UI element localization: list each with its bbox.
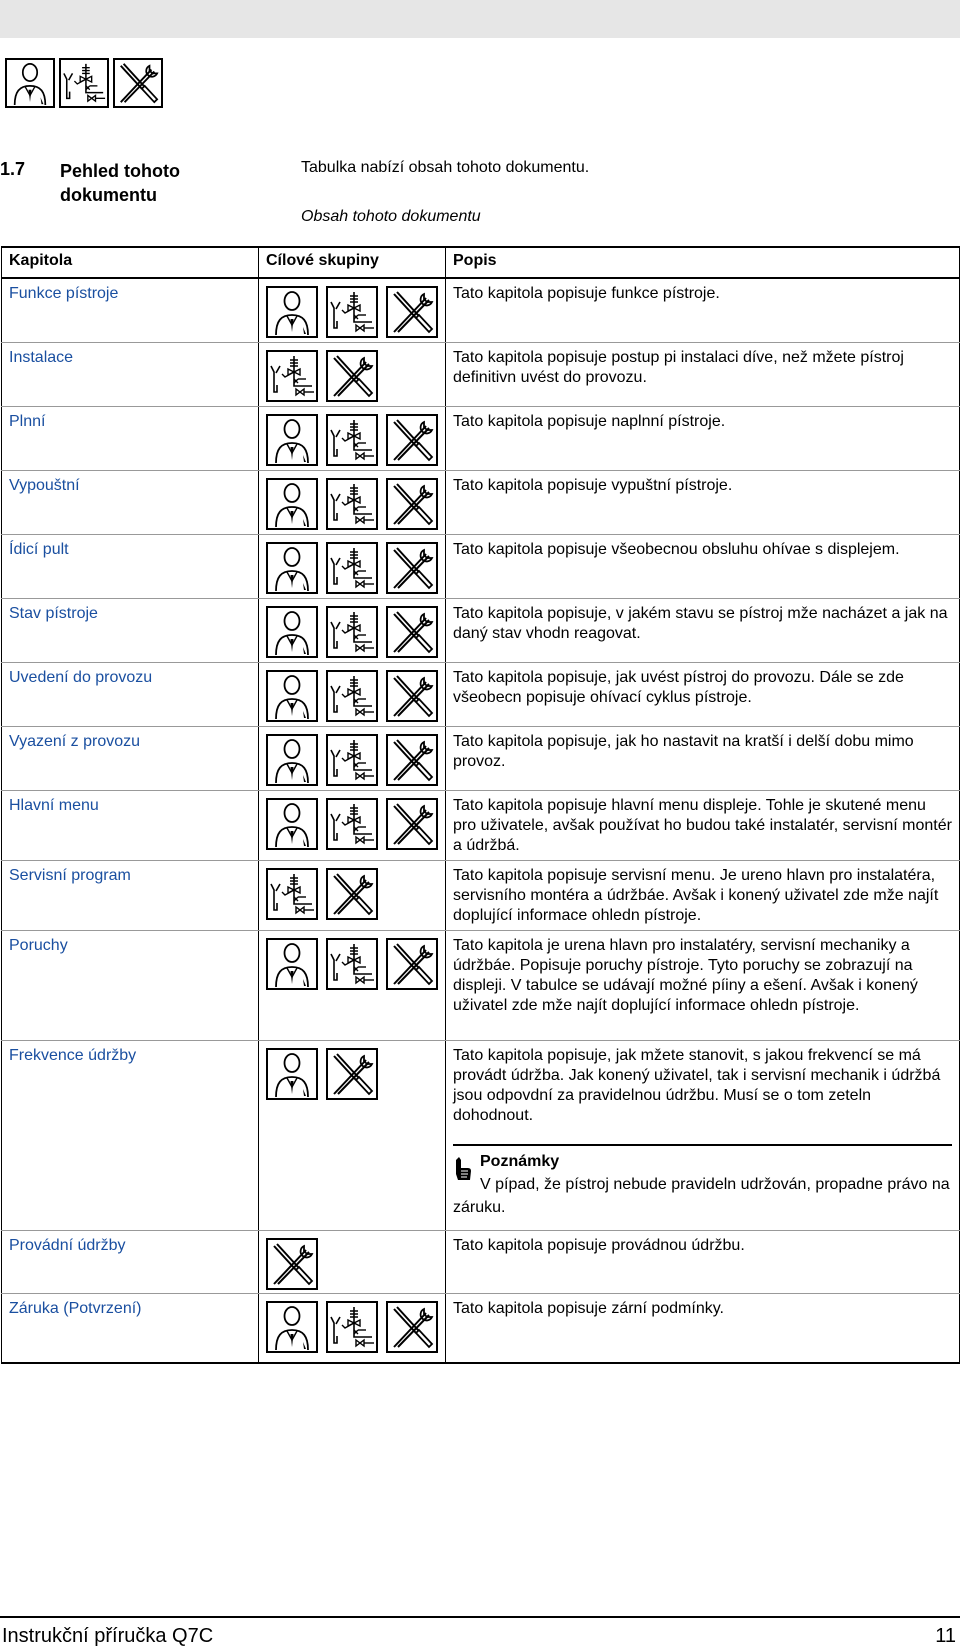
installer-icon bbox=[326, 1301, 378, 1353]
chapter-description: Tato kapitola popisuje všeobecnou obsluhu ohívae s displejem. bbox=[453, 540, 900, 558]
target-groups-cell bbox=[259, 406, 446, 470]
header-description: Popis bbox=[446, 247, 960, 278]
table-row bbox=[2, 278, 960, 342]
chapter-description-cell bbox=[446, 662, 960, 726]
section-number: 1.7 bbox=[0, 159, 26, 179]
service-technician-icon bbox=[386, 478, 438, 530]
user-icon bbox=[266, 1301, 318, 1353]
table-row bbox=[2, 342, 960, 406]
service-technician-icon bbox=[386, 798, 438, 850]
chapter-description-cell bbox=[446, 930, 960, 1040]
chapter-name[interactable]: Uvedení do provozu bbox=[2, 662, 259, 726]
chapter-description-cell bbox=[446, 1293, 960, 1363]
chapter-name[interactable]: Poruchy bbox=[2, 930, 259, 1040]
table-row bbox=[2, 1040, 960, 1230]
chapter-description: Tato kapitola popisuje, jak ho nastavit na kratší i delší dobu mimo provoz. bbox=[453, 732, 914, 770]
chapter-description-cell bbox=[446, 1230, 960, 1293]
target-groups-cell bbox=[259, 790, 446, 860]
target-groups-cell bbox=[259, 1293, 446, 1363]
target-groups-cell bbox=[259, 470, 446, 534]
user-icon bbox=[266, 606, 318, 658]
chapter-name[interactable]: Instalace bbox=[2, 342, 259, 406]
chapter-description: Tato kapitola popisuje, jak uvést pístroj do provozu. Dále se zde všeobecn popisuje ohívací cyklus pístroje. bbox=[453, 668, 904, 706]
user-icon bbox=[266, 542, 318, 594]
pointing-hand-icon bbox=[453, 1156, 473, 1182]
table-row bbox=[2, 406, 960, 470]
table-row bbox=[2, 470, 960, 534]
section-title: Pehled tohoto dokumentu bbox=[60, 161, 180, 205]
service-technician-icon bbox=[326, 868, 378, 920]
note-text: V pípad, že pístroj nebude pravideln udržován, propadne právo na záruku. bbox=[453, 1175, 950, 1216]
installer-icon bbox=[326, 606, 378, 658]
top-bar bbox=[0, 0, 960, 38]
table-row bbox=[2, 726, 960, 790]
service-technician-icon bbox=[266, 1238, 318, 1290]
user-icon bbox=[266, 286, 318, 338]
service-technician-icon bbox=[386, 542, 438, 594]
chapter-description-cell bbox=[446, 470, 960, 534]
chapter-name[interactable]: Frekvence údržby bbox=[2, 1040, 259, 1230]
contents-table bbox=[1, 246, 960, 1364]
user-icon bbox=[266, 938, 318, 990]
target-groups-cell bbox=[259, 860, 446, 930]
installer-icon bbox=[326, 542, 378, 594]
service-technician-icon bbox=[386, 938, 438, 990]
chapter-description: Tato kapitola popisuje provádnou údržbu. bbox=[453, 1236, 745, 1254]
table-body bbox=[2, 278, 960, 1363]
chapter-description-cell bbox=[446, 342, 960, 406]
installer-icon bbox=[326, 938, 378, 990]
chapter-description: Tato kapitola popisuje, jak mžete stanovit, s jakou frekvencí se má provádt údržba. Jak konený uživatel, tak i servisní mechanik i údržbá jsou odpovdní za pravidelnou údržbu. Musí se o tom zeteln dohodnout. bbox=[453, 1046, 941, 1124]
service-technician-icon bbox=[326, 1048, 378, 1100]
chapter-description-cell bbox=[446, 534, 960, 598]
chapter-name[interactable]: Funkce pístroje bbox=[2, 278, 259, 342]
chapter-name[interactable]: Stav pístroje bbox=[2, 598, 259, 662]
page-number: 11 bbox=[935, 1625, 956, 1647]
chapter-description: Tato kapitola popisuje hlavní menu displeje. Tohle je skutené menu pro uživatele, avšak používat ho budou také instalatér, servisní montér a údržbá. bbox=[453, 796, 952, 854]
service-technician-icon bbox=[386, 670, 438, 722]
user-icon bbox=[266, 478, 318, 530]
chapter-description-cell bbox=[446, 598, 960, 662]
user-icon bbox=[266, 734, 318, 786]
service-technician-icon bbox=[386, 286, 438, 338]
table-row bbox=[2, 790, 960, 860]
chapter-description: Tato kapitola popisuje, v jakém stavu se pístroj mže nacházet a jak na daný stav vhodn reagovat. bbox=[453, 604, 948, 642]
chapter-description: Tato kapitola popisuje funkce pístroje. bbox=[453, 285, 720, 302]
section-intro: Tabulka nabízí obsah tohoto dokumentu. bbox=[301, 159, 590, 176]
table-caption: Obsah tohoto dokumentu bbox=[301, 208, 481, 225]
chapter-description-cell bbox=[446, 860, 960, 930]
service-technician-icon bbox=[386, 734, 438, 786]
target-groups-cell bbox=[259, 1230, 446, 1293]
installer-icon bbox=[326, 798, 378, 850]
note-box bbox=[453, 1144, 952, 1219]
installer-icon bbox=[326, 478, 378, 530]
chapter-name[interactable]: Plnní bbox=[2, 406, 259, 470]
chapter-description-cell bbox=[446, 790, 960, 860]
installer-icon bbox=[326, 414, 378, 466]
service-technician-icon bbox=[386, 1301, 438, 1353]
installer-icon bbox=[266, 350, 318, 402]
user-icon bbox=[5, 58, 55, 108]
table-header-row bbox=[2, 247, 960, 278]
chapter-description-cell bbox=[446, 726, 960, 790]
chapter-name[interactable]: Servisní program bbox=[2, 860, 259, 930]
installer-icon bbox=[326, 734, 378, 786]
chapter-description: Tato kapitola popisuje servisní menu. Je ureno hlavn pro instalatéra, servisního montéra a údržbáe. Avšak i konený uživatel zde mže najít doplující informace ohledn pístroje. bbox=[453, 866, 939, 924]
chapter-name[interactable]: Vyazení z provozu bbox=[2, 726, 259, 790]
footer-title: Instrukční příručka Q7C bbox=[2, 1625, 214, 1647]
service-technician-icon bbox=[113, 58, 163, 108]
installer-icon bbox=[326, 286, 378, 338]
target-groups-cell bbox=[259, 278, 446, 342]
target-groups-cell bbox=[259, 930, 446, 1040]
target-groups-cell bbox=[259, 534, 446, 598]
header-chapter: Kapitola bbox=[2, 247, 259, 278]
installer-icon bbox=[326, 670, 378, 722]
chapter-description-cell bbox=[446, 278, 960, 342]
table-row bbox=[2, 598, 960, 662]
table-row bbox=[2, 662, 960, 726]
user-icon bbox=[266, 670, 318, 722]
chapter-description: Tato kapitola popisuje naplnní pístroje. bbox=[453, 412, 726, 430]
chapter-name[interactable]: Hlavní menu bbox=[2, 790, 259, 860]
chapter-description-cell bbox=[446, 406, 960, 470]
table-row bbox=[2, 930, 960, 1040]
table-row bbox=[2, 1293, 960, 1363]
chapter-name[interactable]: Vypouštní bbox=[2, 470, 259, 534]
table-row bbox=[2, 1230, 960, 1293]
header-target-groups: Cílové skupiny bbox=[259, 247, 446, 278]
chapter-description: Tato kapitola je urena hlavn pro instalatéry, servisní mechaniky a údržbáe. Popisuje poruchy pístroje. Tyto poruchy se zobrazují na displeji. V tabulce se udávají možné píiny a ešení. Avšak i konený uživatel zde mže najít doplující informace ohledn pístroje. bbox=[453, 936, 918, 1014]
chapter-name[interactable]: Provádní údržby bbox=[2, 1230, 259, 1293]
chapter-description: Tato kapitola popisuje vypuštní pístroje. bbox=[453, 476, 733, 494]
note-title: Poznámky bbox=[480, 1152, 560, 1170]
installer-icon bbox=[59, 58, 109, 108]
target-groups-cell bbox=[259, 598, 446, 662]
chapter-description: Tato kapitola popisuje postup pi instalaci díve, než mžete pístroj definitivn uvést do provozu. bbox=[453, 348, 904, 386]
chapter-description-cell bbox=[446, 1040, 960, 1230]
chapter-name[interactable]: Záruka (Potvrzení) bbox=[2, 1293, 259, 1363]
user-icon bbox=[266, 1048, 318, 1100]
target-groups-cell bbox=[259, 726, 446, 790]
target-group-icons bbox=[5, 58, 163, 108]
footer-divider bbox=[0, 1616, 960, 1618]
installer-icon bbox=[266, 868, 318, 920]
target-groups-cell bbox=[259, 662, 446, 726]
table-row bbox=[2, 860, 960, 930]
user-icon bbox=[266, 798, 318, 850]
service-technician-icon bbox=[386, 414, 438, 466]
service-technician-icon bbox=[326, 350, 378, 402]
user-icon bbox=[266, 414, 318, 466]
chapter-name[interactable]: Ídicí pult bbox=[2, 534, 259, 598]
target-groups-cell bbox=[259, 1040, 446, 1230]
table-row bbox=[2, 534, 960, 598]
chapter-description: Tato kapitola popisuje zární podmínky. bbox=[453, 1299, 724, 1317]
target-groups-cell bbox=[259, 342, 446, 406]
service-technician-icon bbox=[386, 606, 438, 658]
